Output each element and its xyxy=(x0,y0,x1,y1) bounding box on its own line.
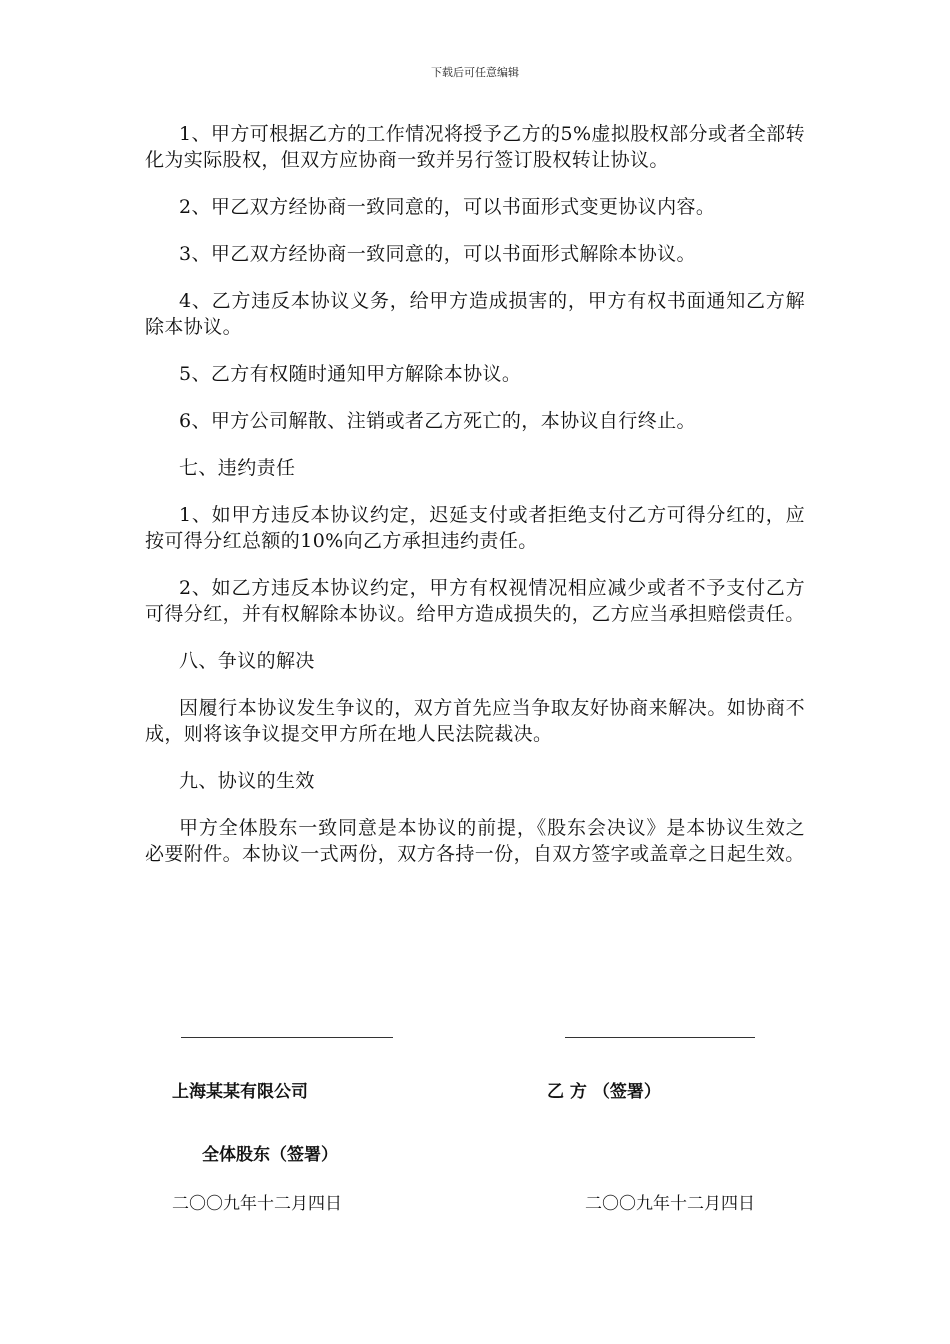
party-a-shareholders: 全体股东（签署） xyxy=(202,1145,338,1165)
party-a-signature-line xyxy=(181,1037,393,1038)
clause-paragraph: 4、乙方违反本协议义务，给甲方造成损害的，甲方有权书面通知乙方解除本协议。 xyxy=(145,290,805,338)
clause-paragraph: 2、甲乙双方经协商一致同意的，可以书面形式变更协议内容。 xyxy=(179,196,716,218)
party-b-signature-line xyxy=(565,1037,755,1038)
clause-paragraph: 因履行本协议发生争议的，双方首先应当争取友好协商来解决。如协商不成，则将该争议提交甲方所在地人民法院裁决。 xyxy=(145,697,805,745)
party-a-company: 上海某某有限公司 xyxy=(172,1082,308,1102)
agreement-body xyxy=(145,121,805,888)
party-a-date: 二〇〇九年十二月四日 xyxy=(172,1194,342,1214)
clause-paragraph: 甲方全体股东一致同意是本协议的前提，《股东会决议》是本协议生效之必要附件。本协议一式两份，双方各持一份，自双方签字或盖章之日起生效。 xyxy=(145,817,805,865)
party-b-date: 二〇〇九年十二月四日 xyxy=(585,1194,755,1214)
clause-paragraph: 5、乙方有权随时通知甲方解除本协议。 xyxy=(179,363,522,385)
clause-paragraph: 2、如乙方违反本协议约定，甲方有权视情况相应减少或者不予支付乙方可得分红，并有权解除本协议。给甲方造成损失的，乙方应当承担赔偿责任。 xyxy=(145,577,805,625)
section-heading: 九、协议的生效 xyxy=(179,770,315,792)
clause-paragraph: 6、甲方公司解散、注销或者乙方死亡的，本协议自行终止。 xyxy=(179,410,696,432)
clause-paragraph: 1、如甲方违反本协议约定，迟延支付或者拒绝支付乙方可得分红的，应按可得分红总额的10%向乙方承担违约责任。 xyxy=(145,504,805,552)
party-b-label: 乙 方 （签署） xyxy=(547,1082,661,1102)
section-heading: 七、违约责任 xyxy=(179,457,296,479)
section-heading: 八、争议的解决 xyxy=(179,650,315,672)
clause-paragraph: 1、甲方可根据乙方的工作情况将授予乙方的5%虚拟股权部分或者全部转化为实际股权，但双方应协商一致并另行签订股权转让协议。 xyxy=(145,123,805,171)
clause-paragraph: 3、甲乙双方经协商一致同意的，可以书面形式解除本协议。 xyxy=(179,243,696,265)
page-header: 下载后可任意编辑 xyxy=(431,66,519,79)
